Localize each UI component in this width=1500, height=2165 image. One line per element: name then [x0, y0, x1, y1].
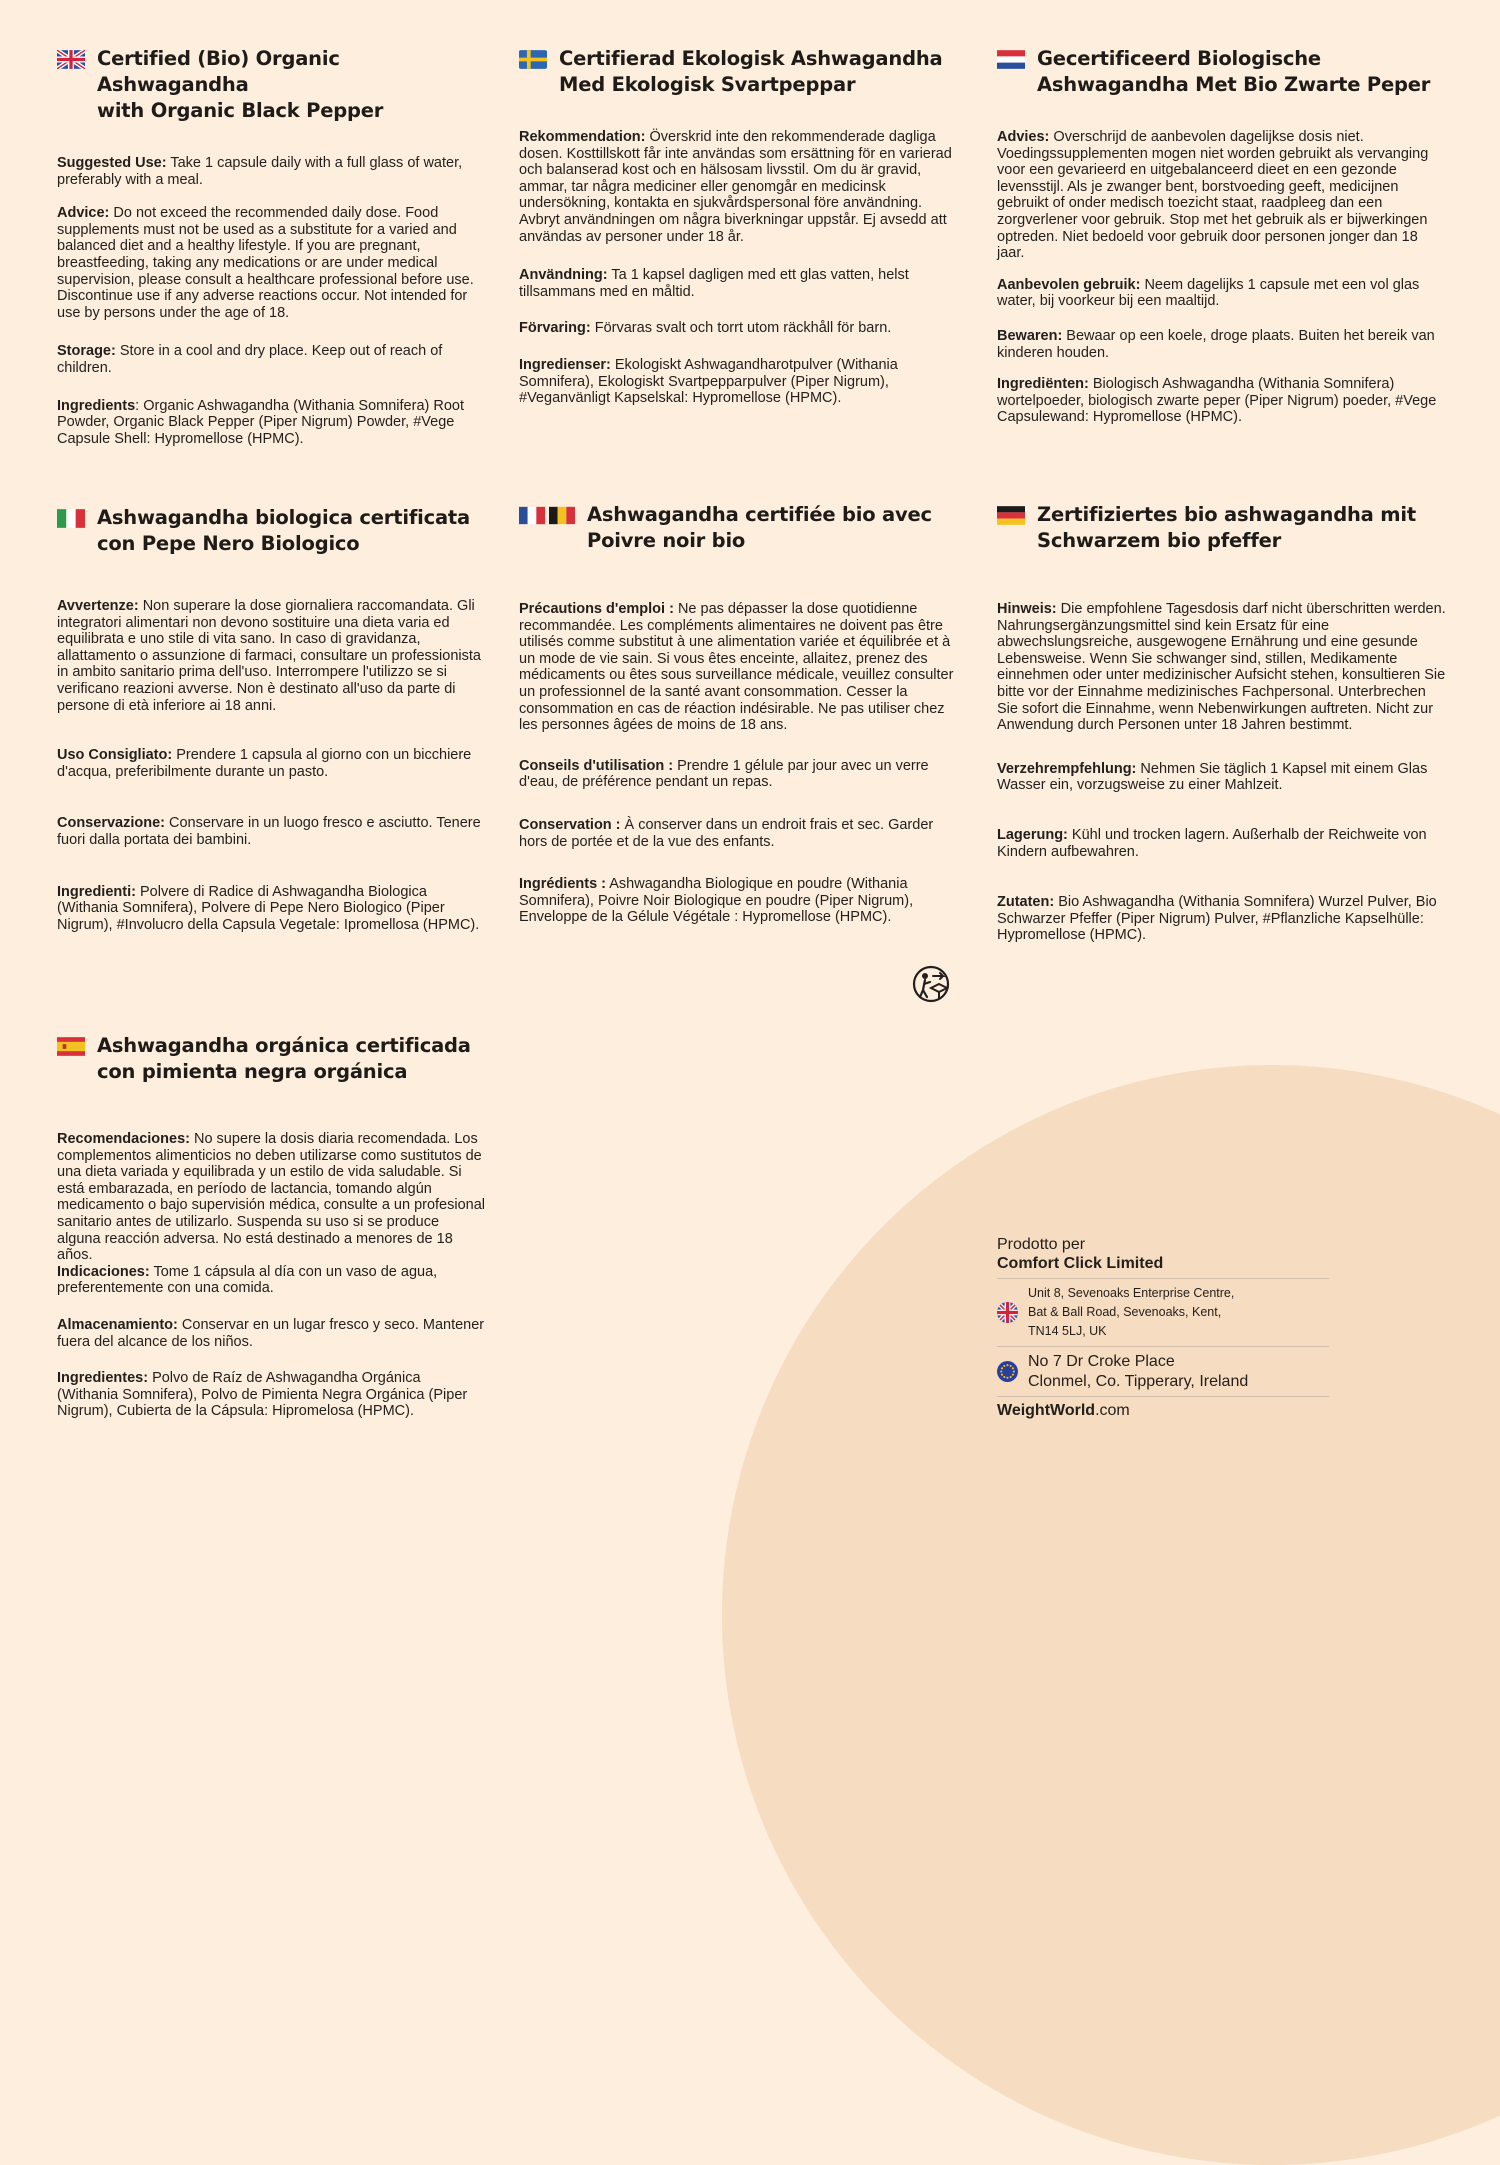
title-line-1: Certified (Bio) Organic Ashwagandha — [97, 47, 340, 96]
section-header — [997, 46, 1445, 98]
eu-address-line-1: No 7 Dr Croke Place — [1028, 1353, 1175, 1370]
section-header — [519, 46, 961, 98]
section-german — [997, 502, 1447, 961]
paragraph-warnings: Avvertenze: Non superare la dose giornaliera raccomandata. Gli integratori alimentari non devono sostituire una dieta varia ed equilibrata e uno stile di vita sano. In caso di gravidanza, allattamento o assunzione di farmaci, consultare un professionista in ambito sanitario prima dell'uso. Interrompere l'utilizzo se si verificano reazioni avverse. Non è destinato all'uso da parte di persone di età inferiore ai 18 anni. — [57, 598, 481, 714]
paragraph-recommended-intake: Verzehrempfehlung: Nehmen Sie täglich 1 Kapsel mit einem Glas Wasser ein, vorzugsweise zu einer Mahlzeit. — [997, 760, 1428, 794]
paragraph-recommendations: Recomendaciones: No supere la dosis diaria recomendada. Los complementos alimenticios no deben utilizarse como sustitutos de una dieta variada y equilibrada y un estilo de vida saludable. Si está embarazada, en período de lactancia, tomando algún medicamento o bajo supervisión médica, consulte a un profesional sanitario antes de utilizarlo. Suspenda su uso si se produce alguna reacción adversa. No está destinado a menores de 18 años. — [57, 1131, 485, 1264]
title-line-1: Ashwagandha orgánica certificada — [97, 1034, 471, 1057]
belgium-flag-icon — [549, 506, 575, 525]
paragraph-storage: Storage: Store in a cool and dry place. Keep out of reach of children. — [57, 343, 443, 376]
paragraph-ingredients: Ingredients: Organic Ashwagandha (Withania Somnifera) Root Powder, Organic Black Pepper (Piper Nigrum) Powder, #Vege Capsule Shell: Hypromellose (HPMC). — [57, 397, 464, 447]
section-title — [97, 46, 487, 124]
germany-flag-icon — [997, 506, 1025, 525]
title-line-1: Zertifiziertes bio ashwagandha mit — [1037, 503, 1416, 526]
section-body — [997, 601, 1447, 944]
section-body — [519, 129, 961, 407]
eu-flag-icon — [997, 1361, 1018, 1382]
section-header — [57, 46, 487, 124]
section-header — [57, 505, 487, 557]
section-title — [1037, 502, 1416, 554]
paragraph-storage: Förvaring: Förvaras svalt och torrt utom räckhåll för barn. — [519, 320, 892, 337]
company-name: Comfort Click Limited — [997, 1255, 1164, 1272]
website-brand: WeightWorld — [997, 1402, 1096, 1419]
paragraph-storage: Almacenamiento: Conservar en un lugar fresco y seco. Mantener fuera del alcance de los niños. — [57, 1316, 485, 1350]
section-title — [1037, 46, 1430, 98]
uk-address-line-1: Unit 8, Sevenoaks Enterprise Centre, — [1028, 1286, 1235, 1300]
triman-recycling-icon — [911, 964, 951, 1004]
title-line-2: con pimienta negra orgánica — [97, 1060, 408, 1083]
paragraph-notice: Hinweis: Die empfohlene Tagesdosis darf nicht überschritten werden. Nahrungsergänzungsmittel sind kein Ersatz für eine abwechslungsreiche, ausgewogene Ernährung und eine gesunde Lebensweise. Wenn Sie schwanger sind, stillen, Medikamente einnehmen oder unter medizinischer Aufsicht stehen, konsultieren Sie bitte vor der Einnahme medizinisches Fachpersonal. Unterbrechen Sie sofort die Einnahme, wenn Nebenwirkungen auftreten. Nicht zur Anwendung durch Personen unter 18 Jahren bestimmt. — [997, 601, 1446, 734]
background-circle — [722, 1065, 1500, 2165]
paragraph-indications: Indicaciones: Tome 1 cápsula al día con un vaso de agua, preferentemente con una comida. — [57, 1263, 438, 1297]
flag-group — [57, 50, 85, 69]
section-body — [519, 601, 959, 926]
paragraph-ingredients: Zutaten: Bio Ashwagandha (Withania Somnifera) Wurzel Pulver, Bio Schwarzer Pfeffer (Piper Nigrum) Pulver, #Pflanzliche Kapselhülle: Hypromellose (HPMC). — [997, 894, 1437, 944]
paragraph-ingredients: Ingrediënten: Biologisch Ashwagandha (Withania Somnifera) wortelpoeder, biologisch zwarte peper (Piper Nigrum) poeder, #Vege Capsulewand: Hypromellose (HPMC). — [997, 376, 1437, 426]
eu-address — [997, 1352, 1329, 1391]
section-header — [997, 502, 1447, 554]
paragraph-storage: Lagerung: Kühl und trocken lagern. Außerhalb der Reichweite von Kindern aufbewahren. — [997, 826, 1427, 860]
uk-address — [997, 1284, 1329, 1341]
section-body — [57, 1131, 485, 1420]
section-title — [97, 505, 470, 557]
paragraph-storage: Conservazione: Conservare in un luogo fresco e asciutto. Tenere fuori dalla portata dei bambini. — [57, 815, 481, 848]
paragraph-usage-advice: Conseils d'utilisation : Prendre 1 gélule par jour avec un verre d'eau, de préférence pendant un repas. — [519, 757, 929, 791]
section-dutch — [997, 46, 1445, 443]
paragraph-advice: Advies: Overschrijd de aanbevolen dagelijkse dosis niet. Voedingssupplementen mogen niet worden gebruikt als vervanging voor een gevarieerd en uitgebalanceerd dieet en een gezonde levensstijl. Als je zwanger bent, borstvoeding geeft, medicijnen gebruikt of onder medisch toezicht staat, raadpleeg dan een zorgverlener voor gebruik. Stop met het gebruik als er bijwerkingen optreden. Niet bedoeld voor gebruik door personen jonger dan 18 jaar. — [997, 129, 1429, 262]
divider — [997, 1346, 1329, 1347]
uk-address-line-2: Bat & Ball Road, Sevenoaks, Kent, — [1028, 1305, 1222, 1319]
section-body — [57, 155, 487, 447]
paragraph-recommended-use: Aanbevolen gebruik: Neem dagelijks 1 capsule met een vol glas water, bij voorkeur bij een maaltijd. — [997, 276, 1420, 310]
flag-group — [57, 1037, 85, 1056]
title-line-1: Certifierad Ekologisk Ashwagandha — [559, 47, 943, 70]
website-link[interactable] — [997, 1402, 1329, 1420]
website-domain: .com — [1095, 1402, 1130, 1419]
paragraph-ingredients: Ingredientes: Polvo de Raíz de Ashwagandha Orgánica (Withania Somnifera), Polvo de Pimienta Negra Orgánica (Piper Nigrum), Cubierta de la Cápsula: Hipromelosa (HPMC). — [57, 1370, 468, 1420]
paragraph-ingredients: Ingredienti: Polvere di Radice di Ashwagandha Biologica (Withania Somnifera), Polvere di Pepe Nero Biologico (Piper Nigrum), #Involucro della Capsula Vegetale: Ipromellosa (HPMC). — [57, 883, 480, 933]
divider — [997, 1396, 1329, 1397]
flag-group — [519, 50, 547, 69]
title-line-1: Gecertificeerd Biologische — [1037, 47, 1321, 70]
title-line-1: Ashwagandha biologica certificata — [97, 506, 470, 529]
made-for-label: Prodotto per — [997, 1236, 1086, 1253]
paragraph-recommended-use: Uso Consigliato: Prendere 1 capsula al giorno con un bicchiere d'acqua, preferibilmente durante un pasto. — [57, 747, 472, 780]
uk-address-line-3: TN14 5LJ, UK — [1028, 1324, 1107, 1338]
paragraph-ingredients: Ingredienser: Ekologiskt Ashwagandharotpulver (Withania Somnifera), Ekologiskt Svartpepparpulver (Piper Nigrum), #Veganvänligt Kapselskal: Hypromellose (HPMC). — [519, 356, 898, 407]
section-header — [519, 502, 959, 554]
title-line-2: Schwarzem bio pfeffer — [1037, 529, 1282, 552]
title-line-2: Ashwagandha Met Bio Zwarte Peper — [1037, 73, 1431, 96]
paragraph-advice: Advice: Do not exceed the recommended daily dose. Food supplements must not be used as a substitute for a varied and balanced diet and a healthy lifestyle. If you are pregnant, breastfeeding, taking any medications or are under medical supervision, please consult a healthcare professional before use. Discontinue use if any adverse reactions occur. Not intended for use by persons under the age of 18. — [57, 205, 474, 321]
uk-flag-icon — [997, 1302, 1018, 1323]
section-body — [997, 129, 1445, 426]
france-belgium-flag-icon — [519, 506, 575, 525]
title-line-1: Ashwagandha certifiée bio avec — [587, 503, 932, 526]
title-line-2: con Pepe Nero Biologico — [97, 532, 360, 555]
paragraph-recommendation: Rekommendation: Överskrid inte den rekommenderade dagliga dosen. Kosttillskott får inte användas som ersättning för en varierad och balanserad kost och en hälsosam livsstil. Om du är gravid, ammar, tar några mediciner eller genomgår en medicinsk undersökning, kontakta en sjukvårdspersonal före användning. Avbryt användningen om några biverkningar uppstår. Ej avsedd att användas av personer under 18 år. — [519, 129, 952, 245]
section-italian — [57, 505, 487, 950]
paragraph-precautions: Précautions d'emploi : Ne pas dépasser la dose quotidienne recommandée. Les compléments alimentaires ne doivent pas être utilisés comme substitut à une alimentation variée et équilibrée et à un mode de vie sain. Si vous êtes enceinte, allaitez, prenez des médicaments ou êtes sous surveillance médicale, veuillez consulter un professionnel de la santé avant consommation. Cesser la consommation en cas de réaction indésirable. Ne pas utiliser chez les personnes âgées de moins de 18 ans. — [519, 601, 954, 734]
eu-address-line-2: Clonmel, Co. Tipperary, Ireland — [1028, 1372, 1249, 1390]
paragraph-usage: Användning: Ta 1 kapsel dagligen med ett glas vatten, helst tillsammans med en måltid. — [519, 267, 909, 300]
divider — [997, 1278, 1329, 1279]
section-english — [57, 46, 487, 464]
section-title — [559, 46, 942, 98]
title-line-2: Med Ekologisk Svartpeppar — [559, 73, 856, 96]
eu-address-lines — [1028, 1352, 1248, 1391]
france-flag-icon — [519, 506, 545, 525]
section-swedish — [519, 46, 961, 424]
flag-group — [997, 50, 1025, 69]
sweden-flag-icon — [519, 50, 547, 69]
spain-flag-icon — [57, 1037, 85, 1056]
netherlands-flag-icon — [997, 50, 1025, 69]
flag-group — [997, 506, 1025, 525]
paragraph-suggested-use: Suggested Use: Take 1 capsule daily with a full glass of water, preferably with a meal. — [57, 155, 463, 188]
section-body — [57, 598, 487, 933]
manufacturer-info — [997, 1235, 1329, 1420]
paragraph-ingredients: Ingrédients : Ashwagandha Biologique en poudre (Withania Somnifera), Poivre Noir Biologique en poudre (Piper Nigrum), Enveloppe de la Gélule Végétale : Hypromellose (HPMC). — [519, 876, 914, 926]
section-title — [97, 1033, 471, 1085]
paragraph-storage: Bewaren: Bewaar op een koele, droge plaats. Buiten het bereik van kinderen houden. — [997, 327, 1435, 361]
section-title — [587, 502, 932, 554]
section-header — [57, 1033, 485, 1085]
section-french — [519, 502, 959, 943]
uk-address-lines — [1028, 1284, 1234, 1341]
flag-group — [57, 509, 85, 528]
title-line-2: Poivre noir bio — [587, 529, 746, 552]
uk-flag-icon — [57, 50, 85, 69]
paragraph-storage: Conservation : À conserver dans un endroit frais et sec. Garder hors de portée et de la vue des enfants. — [519, 816, 934, 850]
italy-flag-icon — [57, 509, 85, 528]
section-spanish — [57, 1033, 485, 1437]
title-line-2: with Organic Black Pepper — [97, 99, 384, 122]
